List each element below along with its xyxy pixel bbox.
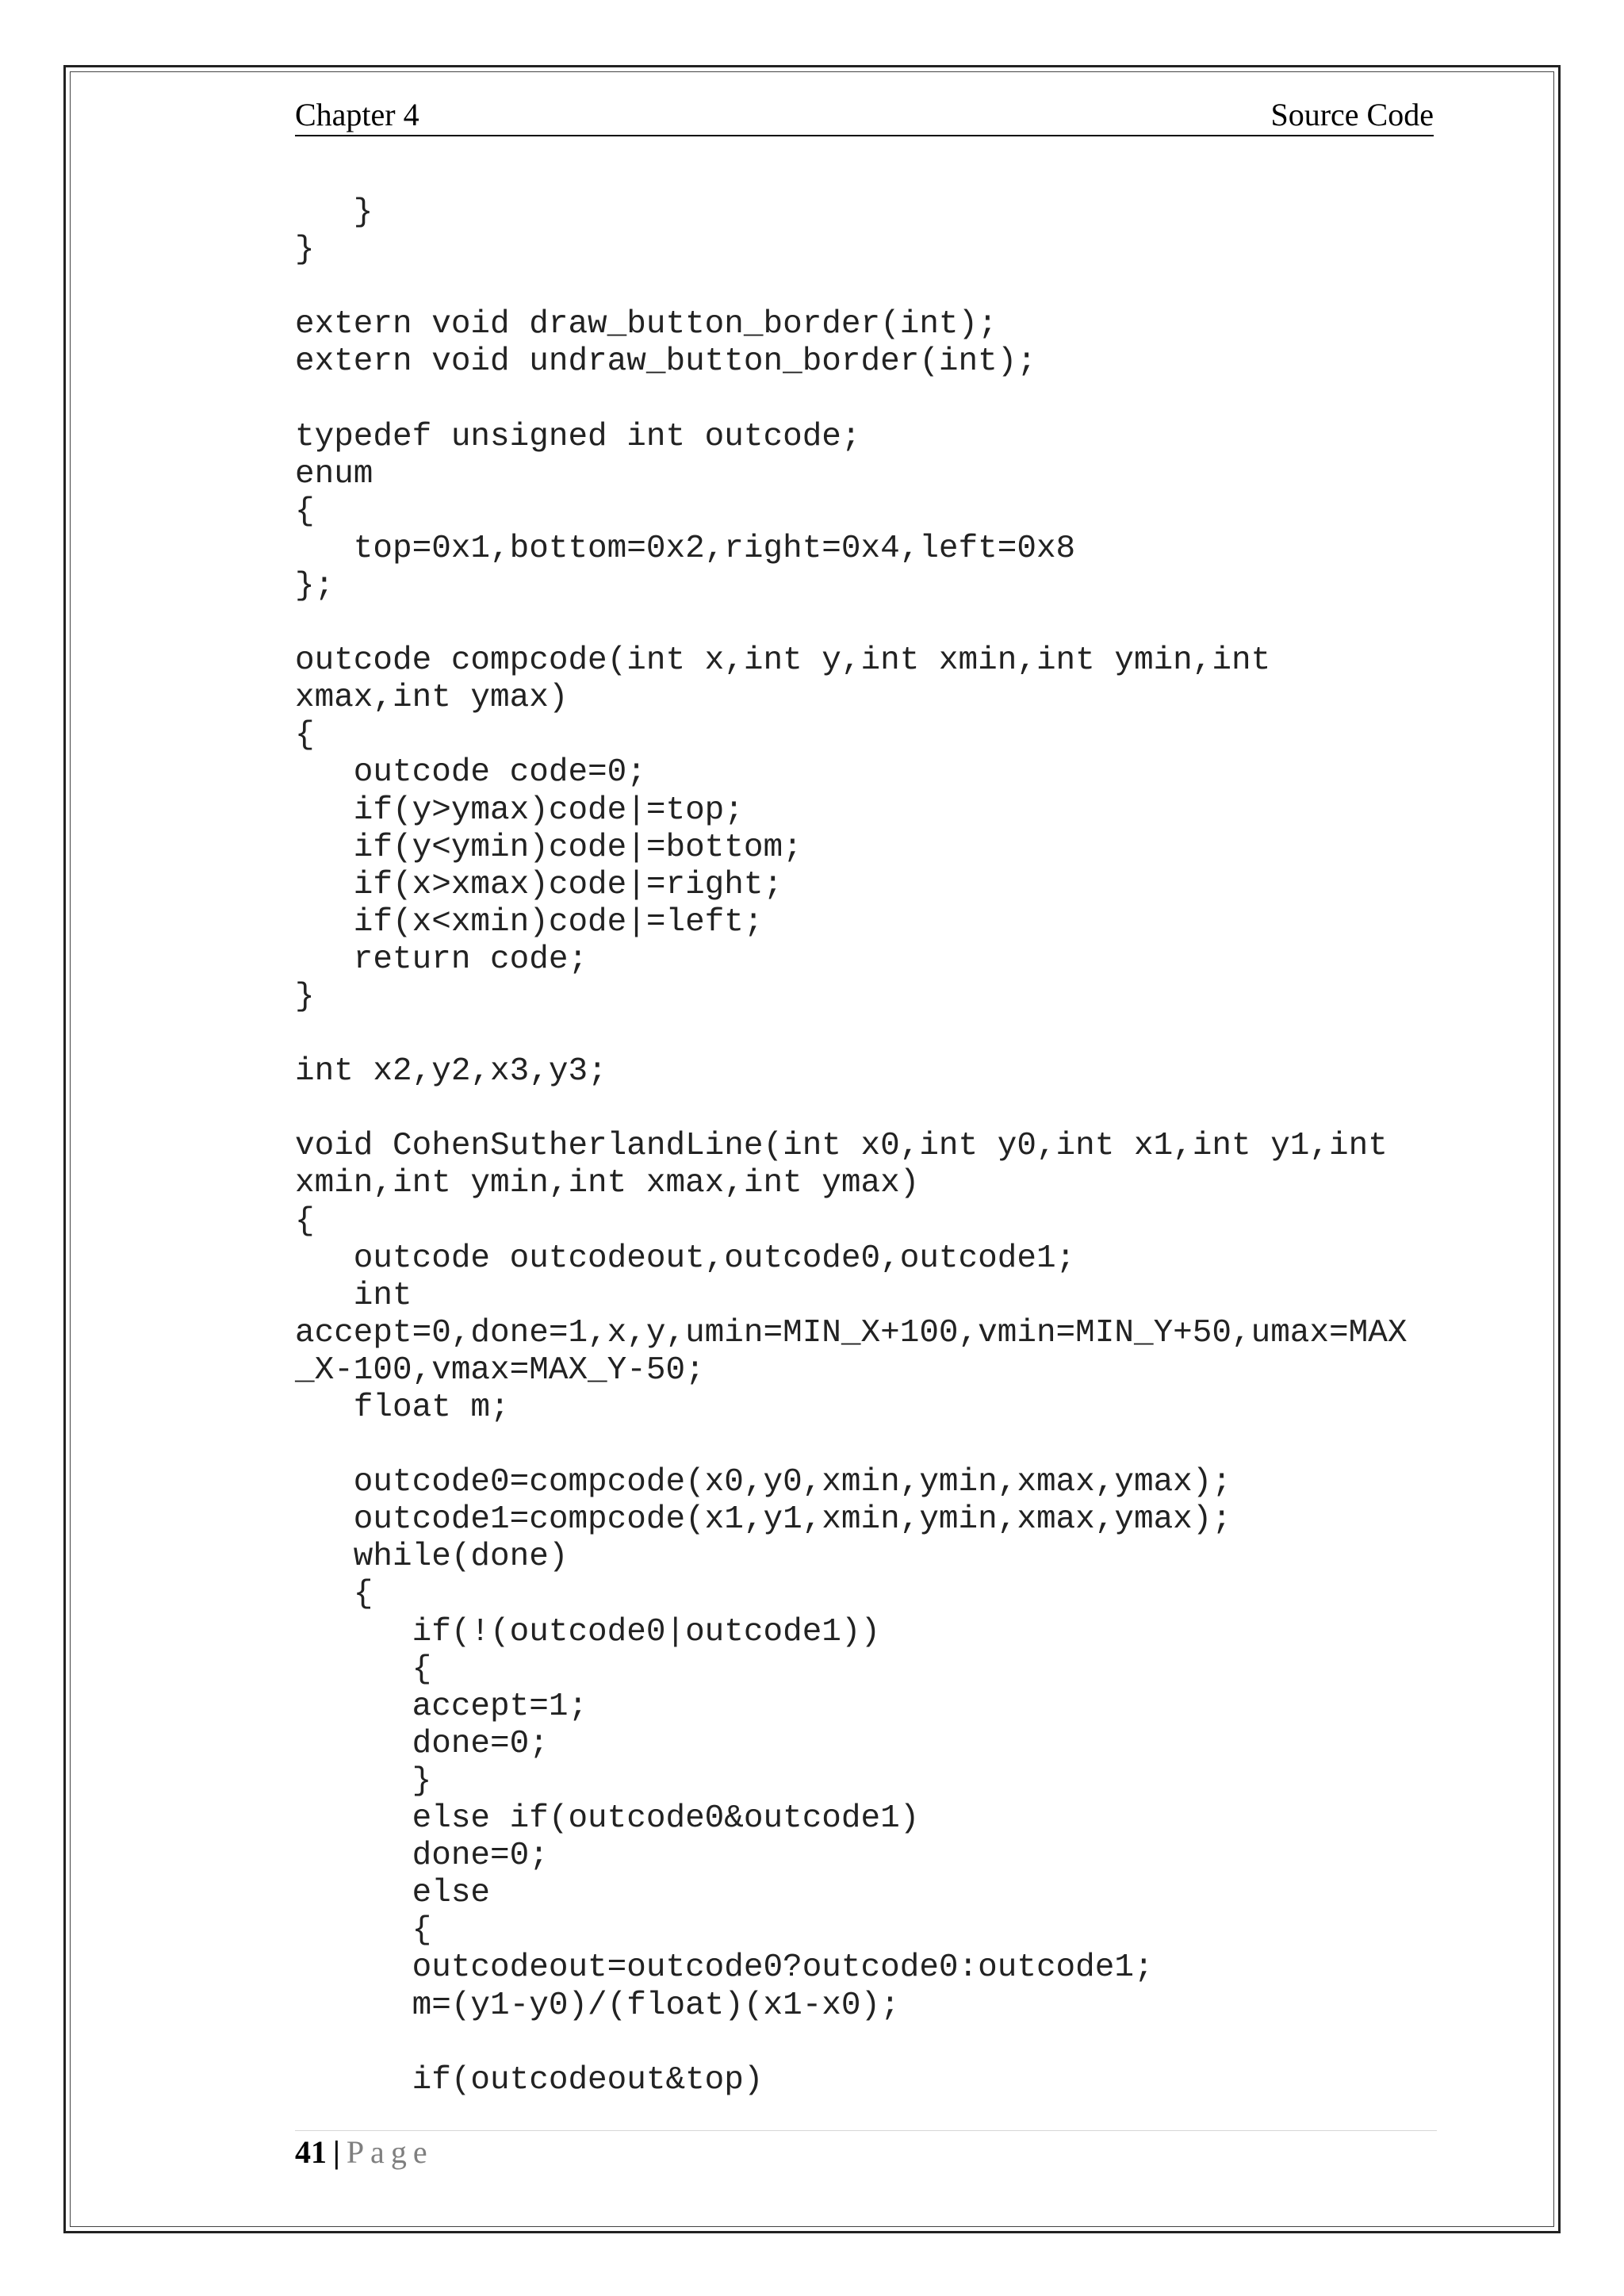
code-line: else if(outcode0&outcode1) (295, 1800, 920, 1838)
code-line: { (295, 1912, 432, 1949)
code-line: typedef unsigned int outcode; (295, 418, 861, 455)
code-line: float m; (295, 1389, 510, 1426)
footer-divider (295, 2130, 1437, 2131)
code-line: xmax,int ymax) (295, 680, 569, 717)
code-line: _X-100,vmax=MAX_Y-50; (295, 1351, 705, 1389)
source-code-block (295, 194, 1407, 2099)
code-line: outcode code=0; (295, 754, 646, 792)
code-line: while(done) (295, 1539, 569, 1576)
code-line: int x2,y2,x3,y3; (295, 1053, 607, 1091)
code-line (295, 2025, 1407, 2062)
footer-separator: | (333, 2134, 340, 2170)
code-line: int (295, 1277, 412, 1314)
code-line: enum (295, 455, 373, 493)
code-line: accept=0,done=1,x,y,umin=MIN_X+100,vmin=MIN_Y+50,umax=MAX (295, 1314, 1408, 1351)
code-line: { (295, 493, 315, 530)
code-line: else (295, 1875, 491, 1912)
code-line: top=0x1,bottom=0x2,right=0x4,left=0x8 (295, 530, 1076, 567)
code-line: outcode compcode(int x,int y,int xmin,int ymin,int (295, 642, 1271, 680)
code-line: outcode0=compcode(x0,y0,xmin,ymin,xmax,ymax); (295, 1464, 1231, 1501)
code-line (295, 605, 1407, 642)
code-line: outcodeout=outcode0?outcode0:outcode1; (295, 1949, 1154, 1987)
code-line: if(y<ymin)code|=bottom; (295, 829, 802, 866)
code-line (295, 269, 1407, 306)
code-line: }; (295, 567, 335, 604)
code-line (295, 1427, 1407, 1464)
code-line: accept=1; (295, 1688, 588, 1725)
page-footer (295, 2133, 434, 2171)
code-line: if(outcodeout&top) (295, 2061, 764, 2099)
code-line: extern void draw_button_border(int); (295, 306, 998, 343)
code-line: } (295, 232, 315, 269)
code-line: xmin,int ymin,int xmax,int ymax) (295, 1165, 920, 1202)
code-line (295, 1016, 1407, 1053)
page-number: 41 (295, 2134, 327, 2170)
code-line: done=0; (295, 1838, 549, 1875)
code-line: outcode outcodeout,outcode0,outcode1; (295, 1240, 1076, 1277)
chapter-title: Chapter 4 (295, 97, 419, 132)
code-line: if(!(outcode0|outcode1)) (295, 1613, 881, 1650)
code-line: extern void undraw_button_border(int); (295, 343, 1036, 381)
code-line: { (295, 1650, 432, 1688)
code-line: { (295, 717, 315, 754)
code-line: if(x>xmax)code|=right; (295, 866, 783, 903)
code-line: m=(y1-y0)/(float)(x1-x0); (295, 1987, 900, 2024)
code-line: if(x<xmin)code|=left; (295, 903, 764, 941)
code-line: } (295, 1762, 432, 1800)
code-line: if(y>ymax)code|=top; (295, 792, 744, 829)
code-line (295, 1091, 1407, 1128)
code-line: done=0; (295, 1725, 549, 1762)
code-line: void CohenSutherlandLine(int x0,int y0,int x1,int y1,int (295, 1128, 1388, 1165)
code-line: } (295, 194, 373, 231)
code-line: { (295, 1576, 373, 1613)
code-line: return code; (295, 941, 588, 978)
code-line (295, 381, 1407, 418)
code-line: } (295, 978, 315, 1015)
code-line: outcode1=compcode(x1,y1,xmin,ymin,xmax,ymax); (295, 1501, 1231, 1539)
code-line: { (295, 1202, 315, 1240)
page-label: Page (346, 2134, 434, 2170)
section-title: Source Code (1270, 97, 1434, 132)
page-header (295, 97, 1434, 136)
